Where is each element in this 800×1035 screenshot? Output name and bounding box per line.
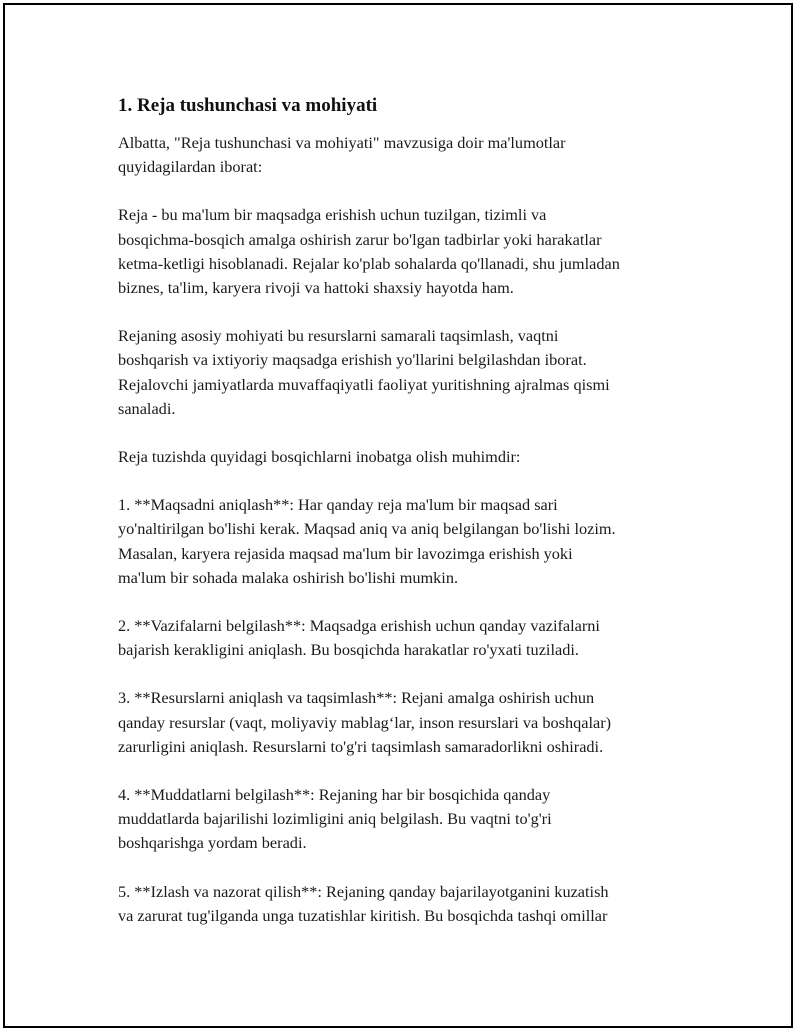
document-body bbox=[118, 93, 698, 952]
text-line: 2. **Vazifalarni belgilash**: Maqsadga erishish uchun qanday vazifalarni bbox=[118, 616, 600, 636]
text-line: zarurligini aniqlash. Resurslarni to'g'ri taqsimlash samaradorlikni oshiradi. bbox=[118, 736, 604, 756]
text-line: ma'lum bir sohada malaka oshirish bo'lishi mumkin. bbox=[118, 567, 459, 587]
section-heading: 1. Reja tushunchasi va mohiyati bbox=[118, 95, 378, 116]
text-line: ketma-ketligi hisoblanadi. Rejalar ko'plab sohalarda qo'llanadi, shu jumladan bbox=[118, 253, 620, 273]
text-line: bosqichma-bosqich amalga oshirish zarur bo'lgan tadbirlar yoki harakatlar bbox=[118, 229, 602, 249]
paragraph-intro bbox=[118, 131, 698, 179]
list-item-1 bbox=[118, 493, 698, 590]
text-line: sanaladi. bbox=[118, 398, 176, 418]
text-line: biznes, ta'lim, karyera rivoji va hattoki shaxsiy hayotda ham. bbox=[118, 278, 514, 298]
list-item-3 bbox=[118, 686, 698, 759]
paragraph-essence bbox=[118, 324, 698, 421]
text-line: boshqarishga yordam beradi. bbox=[118, 833, 307, 853]
list-item-5 bbox=[118, 880, 698, 928]
text-line: 4. **Muddatlarni belgilash**: Rejaning har bir bosqichida qanday bbox=[118, 785, 551, 805]
text-line: boshqarish va ixtiyoriy maqsadga erishish yo'llarini belgilashdan iborat. bbox=[118, 350, 587, 370]
text-line: bajarish kerakligini aniqlash. Bu bosqichda harakatlar ro'yxati tuziladi. bbox=[118, 640, 579, 660]
text-line: Rejalovchi jamiyatlarda muvaffaqiyatli faoliyat yuritishning ajralmas qismi bbox=[118, 374, 610, 394]
text-line: 5. **Izlash va nazorat qilish**: Rejaning qanday bajarilayotganini kuzatish bbox=[118, 881, 609, 901]
text-line: quyidagilardan iborat: bbox=[118, 157, 263, 177]
text-line: yo'naltirilgan bo'lishi kerak. Maqsad aniq va aniq belgilangan bo'lishi lozim. bbox=[118, 519, 616, 539]
paragraph-stages-intro bbox=[118, 445, 698, 469]
paragraph-definition bbox=[118, 203, 698, 300]
list-item-4 bbox=[118, 783, 698, 856]
text-line: Masalan, karyera rejasida maqsad ma'lum bir lavozimga erishish yoki bbox=[118, 543, 573, 563]
text-line: 1. **Maqsadni aniqlash**: Har qanday reja ma'lum bir maqsad sari bbox=[118, 495, 558, 515]
list-item-2 bbox=[118, 614, 698, 662]
text-line: va zarurat tug'ilganda unga tuzatishlar kiritish. Bu bosqichda tashqi omillar bbox=[118, 905, 608, 925]
text-line: Reja tuzishda quyidagi bosqichlarni inobatga olish muhimdir: bbox=[118, 447, 521, 467]
text-line: 3. **Resurslarni aniqlash va taqsimlash**: Rejani amalga oshirish uchun bbox=[118, 688, 595, 708]
text-line: muddatlarda bajarilishi lozimligini aniq belgilash. Bu vaqtni to'g'ri bbox=[118, 809, 552, 829]
text-line: Albatta, "Reja tushunchasi va mohiyati" mavzusiga doir ma'lumotlar bbox=[118, 133, 566, 152]
text-line: Rejaning asosiy mohiyati bu resurslarni samarali taqsimlash, vaqtni bbox=[118, 326, 559, 346]
text-line: Reja - bu ma'lum bir maqsadga erishish uchun tuzilgan, tizimli va bbox=[118, 205, 547, 225]
text-line: qanday resurslar (vaqt, moliyaviy mablag‘lar, inson resurslari va boshqalar) bbox=[118, 712, 612, 732]
